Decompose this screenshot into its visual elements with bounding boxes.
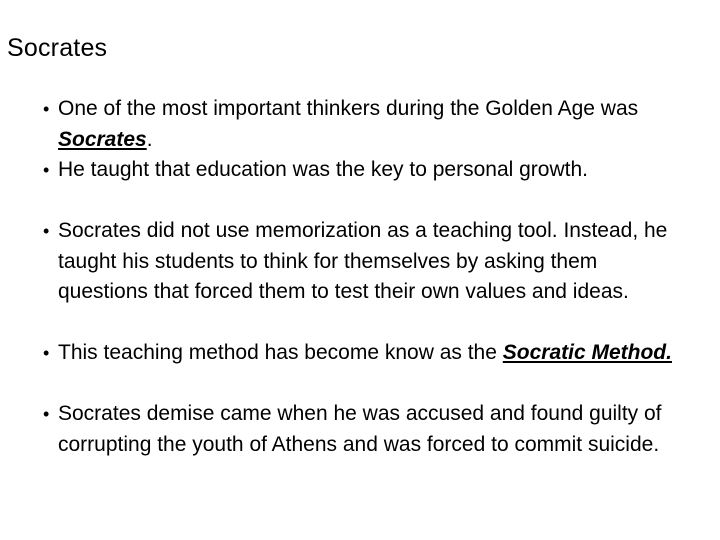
bullet-glyph: •: [43, 160, 50, 180]
bullet-glyph: •: [43, 221, 50, 241]
bullet-text-emphasis: Socratic Method.: [502, 341, 672, 364]
bullet-text: [58, 94, 690, 155]
bullet-glyph: •: [43, 99, 50, 119]
bullet-text-segment: Socrates demise came when he was accused and found guilty of corrupting the youth of Athens and was forced to commit suicide.: [58, 402, 662, 456]
bullet-glyph: •: [43, 404, 50, 424]
bullet-item: [40, 338, 690, 399]
bullet-text-emphasis: Socrates: [58, 127, 147, 151]
bullet-text-segment: One of the most important thinkers during the Golden Age was: [58, 97, 639, 120]
bullet-item: [40, 94, 690, 155]
bullet-text: [58, 155, 690, 186]
bullet-item: [40, 216, 690, 338]
bullet-list: [40, 94, 690, 491]
bullet-text-segment: This teaching method has become know as the: [58, 341, 503, 364]
bullet-text: [58, 399, 690, 460]
bullet-text-segment: Socrates did not use memorization as a teaching tool. Instead, he taught his students to think for themselves by asking them questions that forced them to test their own values and ideas.: [58, 219, 668, 303]
bullet-item: [40, 399, 690, 491]
bullet-text: [58, 338, 690, 369]
slide-title: Socrates: [7, 34, 108, 62]
bullet-glyph: •: [43, 343, 50, 363]
bullet-text-segment: He taught that education was the key to personal growth.: [58, 158, 588, 181]
bullet-text-segment: .: [146, 127, 153, 151]
bullet-text: [58, 216, 690, 308]
bullet-item: [40, 155, 690, 216]
